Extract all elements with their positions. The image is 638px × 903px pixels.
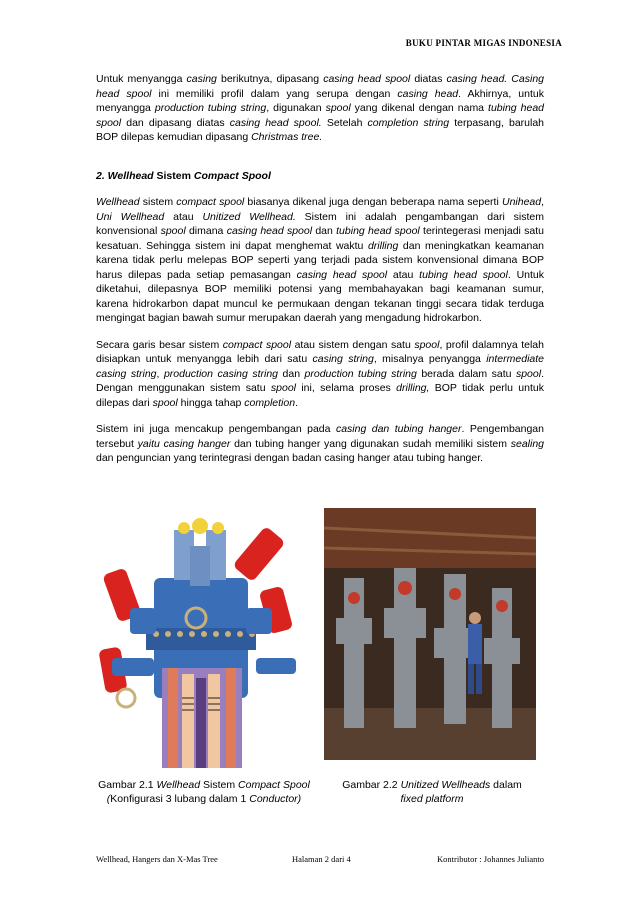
text-run: ini, selama proses <box>296 382 397 394</box>
text-run: 2. Wellhead <box>96 169 154 182</box>
text-run: spool <box>515 367 542 380</box>
text-run: atau <box>164 210 203 223</box>
section-heading <box>96 169 544 184</box>
text-run: spool <box>414 338 440 351</box>
text-run: Sistem <box>200 779 239 791</box>
text-run: completion <box>244 396 296 409</box>
text-run: . Untuk diketahui, dilepasnya BOP memiliki potensi yang membahayakan bagi keamanan sumur, karena hidrokarbon dapat muncul ke permukaan dengan tekanan tinggi secara tidak terduga mengingat bagian bawah sumur merupakan daerah yang mengadung hidrokarbon. <box>96 268 545 324</box>
figure-2-2-caption <box>334 778 530 806</box>
text-run: , <box>156 367 164 380</box>
text-run: Secara garis besar sistem <box>96 338 223 351</box>
footer-contributor: Kontributor : Johannes Julianto <box>437 854 544 864</box>
text-run: casing head. Casing head spool <box>96 73 544 100</box>
text-run: dimana <box>185 225 227 237</box>
text-run: Compact Spool ( <box>106 779 310 805</box>
text-run: Unitized Wellhead. <box>202 210 296 223</box>
text-run: terintegerasi menjadi satu kesatuan. Sehingga sistem ini dapat menghemat waktu <box>96 225 544 252</box>
text-run: dan penguncian yang terintegrasi dengan badan casing hanger atau tubing hanger. <box>96 452 484 464</box>
text-run: dalam <box>490 779 522 791</box>
compact-spool-wellhead-illustration <box>96 508 306 768</box>
text-run: Compact Spool <box>193 169 271 182</box>
text-run: Konfigurasi 3 lubang dalam 1 <box>110 793 250 805</box>
text-run: casing <box>186 73 217 85</box>
text-run: diatas <box>410 73 447 85</box>
text-run: . Dengan menggunakan sistem satu <box>96 367 544 394</box>
text-run: spool <box>152 396 178 409</box>
text-run: fixed platform <box>400 793 464 805</box>
text-run: yaitu casing hanger <box>137 437 231 450</box>
text-run: berada dalam satu <box>416 367 516 380</box>
text-run: sistem <box>139 196 177 208</box>
text-run: Gambar 2.2 <box>342 779 401 791</box>
text-run: yang dikenal dengan nama <box>350 102 489 114</box>
text-run: berikutnya, dipasang <box>216 73 324 85</box>
text-run: tubing head spool <box>96 102 544 129</box>
text-run: Christmas tree. <box>251 131 323 143</box>
text-run: Unitized Wellheads <box>400 779 491 791</box>
text-run: ini memiliki profil dalam yang serupa dengan <box>151 87 398 100</box>
text-run: biasanya dikenal juga dengan beberapa nama seperti <box>244 196 502 208</box>
text-run: dan dipasang diatas <box>121 116 230 129</box>
text-run: Wellhead <box>96 196 140 208</box>
running-header: BUKU PINTAR MIGAS INDONESIA <box>405 38 562 48</box>
text-run: casing dan tubing hanger <box>335 423 462 435</box>
text-run: casing string <box>312 353 374 365</box>
text-run: . Pengembangan tersebut <box>96 423 544 450</box>
footer-page-number: Halaman 2 dari 4 <box>292 854 351 864</box>
unitized-wellheads-photo <box>324 508 536 760</box>
text-run: spool <box>325 102 351 114</box>
text-run: atau sistem dengan satu <box>291 338 415 351</box>
text-run: casing head spool <box>226 225 313 237</box>
text-run: casing head <box>397 87 459 100</box>
text-run: drilling <box>367 239 399 252</box>
text-run: tubing head spool <box>419 268 508 281</box>
text-run: , profil dalamnya telah disiapkan untuk menyangga lebih dari satu <box>96 338 544 365</box>
text-run: dan tubing hanger yang digunakan sudah memiliki sistem <box>230 437 511 450</box>
text-run: atau <box>387 268 420 281</box>
paragraph-1 <box>96 72 544 145</box>
text-run: BOP tidak perlu untuk dilepas dari <box>96 382 544 409</box>
text-run: dan meningkatkan keamanan karena tidak perlu melepas BOP seperti yang terjadi pada sistem konvensional dimana BOP harus dilepas pada setiap pemasangan <box>96 239 544 281</box>
text-run: compact spool <box>176 196 245 208</box>
text-run: casing head spool <box>296 268 388 281</box>
footer-title: Wellhead, Hangers dan X-Mas Tree <box>96 854 218 864</box>
text-run: Untuk menyangga <box>96 73 187 85</box>
text-run: Setelah <box>321 116 368 129</box>
text-run: Wellhead <box>156 779 201 791</box>
text-run: Uni Wellhead <box>96 210 165 223</box>
text-run: Sistem ini juga mencakup pengembangan pada <box>96 423 336 435</box>
text-run: drilling, <box>396 382 430 394</box>
text-run: tubing head spool <box>336 225 420 237</box>
text-run: sealing <box>510 437 545 450</box>
text-run: Conductor) <box>249 793 302 805</box>
text-run: . Akhirnya, untuk menyangga <box>96 87 544 114</box>
text-run: . <box>295 396 298 409</box>
text-run: , digunakan <box>266 102 326 114</box>
figures <box>96 508 544 768</box>
text-run: intermediate casing string <box>96 353 544 380</box>
text-run: production tubing string <box>154 102 267 114</box>
text-run: Sistem ini adalah pengambangan dari sistem konvensional <box>96 210 544 237</box>
text-run: production tubing string <box>304 367 417 380</box>
text-run: , <box>541 196 545 208</box>
paragraph-3 <box>96 338 544 411</box>
text-run: dan <box>312 225 337 237</box>
text-run: spool <box>270 382 296 394</box>
text-run: Sistem <box>153 169 194 182</box>
text-run: completion string <box>367 116 450 129</box>
body-text <box>96 72 544 478</box>
text-run: , misalnya penyangga <box>373 353 487 365</box>
paragraph-2 <box>96 195 544 326</box>
figure-2-1-caption <box>96 778 312 806</box>
text-run: terpasang, barulah BOP dilepas kemudian dipasang <box>96 116 545 143</box>
text-run: spool <box>160 225 186 237</box>
text-run: casing head spool <box>323 73 411 85</box>
text-run: hingga tahap <box>177 396 245 409</box>
text-run: dan <box>278 367 305 380</box>
text-run: Gambar 2.1 <box>98 779 157 791</box>
text-run: Unihead <box>501 196 542 208</box>
paragraph-4 <box>96 422 544 466</box>
text-run: compact spool <box>222 338 292 351</box>
text-run: casing head spool. <box>229 116 322 129</box>
text-run: production casing string <box>163 367 279 380</box>
